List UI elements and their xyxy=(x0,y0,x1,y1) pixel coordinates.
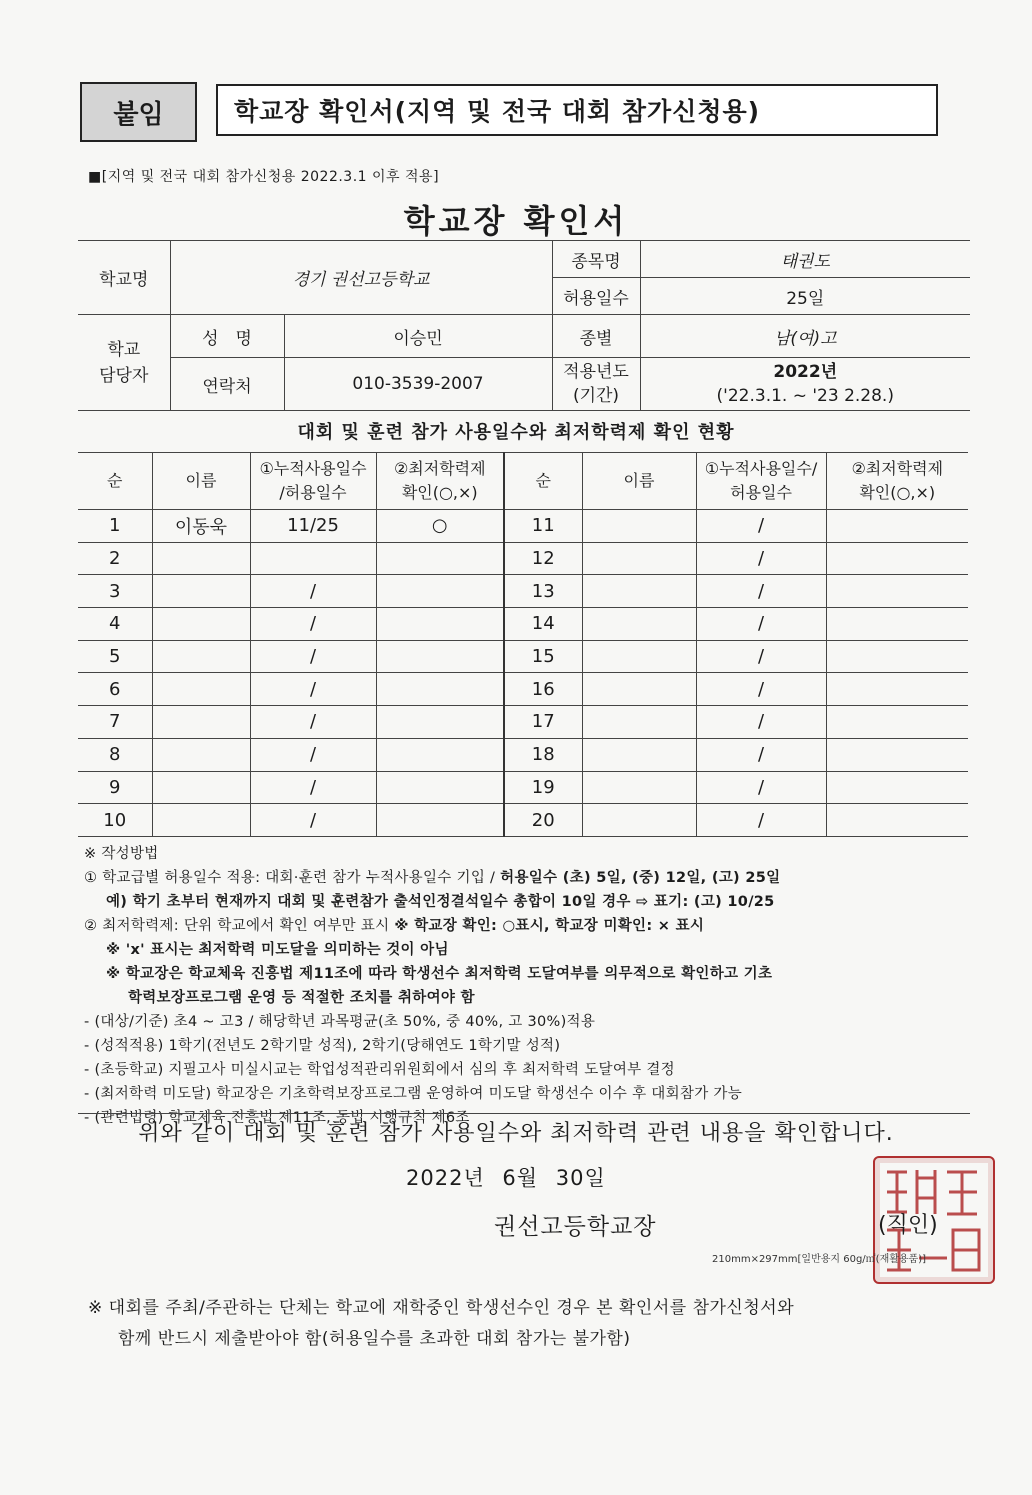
header-days-right xyxy=(696,453,826,510)
table-row xyxy=(78,510,968,543)
row-no-right: 20 xyxy=(504,804,582,837)
row-check-right xyxy=(826,738,968,771)
row-days-right: / xyxy=(696,804,826,837)
row-no: 2 xyxy=(78,542,152,575)
instruction-1 xyxy=(84,866,984,890)
document-title: 학교장 확인서 xyxy=(403,202,629,240)
header-no-right: 순 xyxy=(504,453,582,510)
table-row xyxy=(78,706,968,739)
header-check-line2: 확인(○,×) xyxy=(401,483,478,502)
instruction-2-emphasis: ※ 학교장 확인: ○표시, 학교장 미확인: × 표시 xyxy=(394,918,705,934)
instruction-1-example: 예) 학기 초부터 현재까지 대회 및 훈련참가 출석인정결석일수 총합이 10일 경우 ⇨ 표기: (고) 10/25 xyxy=(106,894,775,910)
row-name-right xyxy=(582,738,696,771)
row-check xyxy=(376,640,504,673)
row-days: / xyxy=(250,804,376,837)
row-check-right xyxy=(826,804,968,837)
row-days: / xyxy=(250,640,376,673)
header-check-right-line2: 확인(○,×) xyxy=(859,483,936,502)
row-check xyxy=(376,575,504,608)
row-no: 8 xyxy=(78,738,152,771)
row-name xyxy=(152,738,250,771)
footer-line-1: ※ 대회를 주최/주관하는 단체는 학교에 재학중인 학생선수인 경우 본 확인서를 참가신청서와 xyxy=(88,1298,795,1318)
info-table xyxy=(78,240,970,411)
header-days-line2: /허용일수 xyxy=(279,483,347,502)
contact-label: 연락처 xyxy=(170,358,284,411)
row-check xyxy=(376,706,504,739)
row-name xyxy=(152,542,250,575)
row-days-right: / xyxy=(696,510,826,543)
header-check xyxy=(376,453,504,510)
row-days-right: / xyxy=(696,640,826,673)
footer-line-2: 함께 반드시 제출받아야 함(허용일수를 초과한 대회 참가는 불가함) xyxy=(118,1329,631,1349)
row-name-right xyxy=(582,542,696,575)
header-days-right-line1: ①누적사용일수/ xyxy=(704,459,818,478)
row-days: / xyxy=(250,575,376,608)
footer-note xyxy=(88,1293,794,1355)
header-days xyxy=(250,453,376,510)
name-value: 이승민 xyxy=(284,315,552,358)
row-check-right xyxy=(826,575,968,608)
table-row xyxy=(78,771,968,804)
table-row xyxy=(78,738,968,771)
row-no: 3 xyxy=(78,575,152,608)
row-days-right: / xyxy=(696,673,826,706)
instructions-heading: ※ 작성방법 xyxy=(84,846,159,862)
detail-3: - (초등학교) 지필고사 미실시교는 학업성적관리위원회에서 심의 후 최저학력 도달여부 결정 xyxy=(84,1062,675,1078)
row-no-right: 19 xyxy=(504,771,582,804)
allowed-days-value: 25일 xyxy=(640,278,970,315)
header-days-right-line2: 허용일수 xyxy=(730,483,792,502)
instruction-2-text: ② 최저학력제: 단위 학교에서 확인 여부만 표시 xyxy=(84,918,395,934)
gender-label: 종별 xyxy=(552,315,640,358)
header-name-right: 이름 xyxy=(582,453,696,510)
section-title: 대회 및 훈련 참가 사용일수와 최저학력제 확인 현황 xyxy=(297,422,735,443)
row-check-right xyxy=(826,771,968,804)
row-no-right: 14 xyxy=(504,608,582,641)
sport-value: 태권도 xyxy=(640,241,970,278)
row-check: ○ xyxy=(376,510,504,543)
header-no: 순 xyxy=(78,453,152,510)
row-days: / xyxy=(250,738,376,771)
row-no-right: 16 xyxy=(504,673,582,706)
allowed-days-label: 허용일수 xyxy=(552,278,640,315)
row-name-right xyxy=(582,575,696,608)
seal-label: (직인) xyxy=(878,1213,938,1238)
row-name-right xyxy=(582,608,696,641)
row-check xyxy=(376,542,504,575)
school-value: 경기 권선고등학교 xyxy=(170,241,552,315)
row-check-right xyxy=(826,608,968,641)
row-days-right: / xyxy=(696,542,826,575)
year-label xyxy=(552,358,640,411)
manager-label-line2: 담당자 xyxy=(99,365,149,386)
row-days-right: / xyxy=(696,771,826,804)
row-check xyxy=(376,804,504,837)
row-check xyxy=(376,673,504,706)
row-check-right xyxy=(826,640,968,673)
detail-1: - (대상/기준) 초4 ~ 고3 / 해당학년 과목평균(초 50%, 중 40%, 고 30%)적용 xyxy=(84,1014,596,1030)
row-name-right xyxy=(582,706,696,739)
row-name xyxy=(152,608,250,641)
table-row xyxy=(78,640,968,673)
detail-5: - (관련법령) 학교체육 진흥법 제11조, 동법 시행규칙 제6조 xyxy=(84,1110,470,1126)
row-days-right: / xyxy=(696,706,826,739)
table-row xyxy=(78,673,968,706)
year-value xyxy=(640,358,970,411)
sign-date: 2022년 6월 30일 xyxy=(406,1166,606,1190)
row-no: 5 xyxy=(78,640,152,673)
row-name xyxy=(152,640,250,673)
header-title: 학교장 확인서(지역 및 전국 대회 참가신청용) xyxy=(216,84,938,136)
manager-label xyxy=(78,315,170,411)
header-name: 이름 xyxy=(152,453,250,510)
table-row xyxy=(78,575,968,608)
row-name-right xyxy=(582,640,696,673)
instruction-1-text: ① 학교급별 허용일수 적용: 대회·훈련 참가 누적사용일수 기입 / xyxy=(84,870,501,886)
row-no-right: 12 xyxy=(504,542,582,575)
row-no: 9 xyxy=(78,771,152,804)
instruction-3: ※ 'x' 표시는 최저학력 미도달을 의미하는 것이 아님 xyxy=(106,942,449,958)
row-name xyxy=(152,673,250,706)
sport-label: 종목명 xyxy=(552,241,640,278)
table-row xyxy=(78,608,968,641)
instructions xyxy=(84,842,984,1130)
manager-label-line1: 학교 xyxy=(107,339,141,360)
row-days: / xyxy=(250,706,376,739)
row-check-right xyxy=(826,673,968,706)
gender-value: 남(여)고 xyxy=(640,315,970,358)
confirmation-statement: 위와 같이 대회 및 훈련 참가 사용일수와 최저학력 관련 내용을 확인합니다. xyxy=(138,1121,894,1146)
row-days-right: / xyxy=(696,608,826,641)
principal-name: 권선고등학교장 xyxy=(494,1214,657,1240)
name-label: 성 명 xyxy=(170,315,284,358)
row-name-right xyxy=(582,673,696,706)
header-check-right xyxy=(826,453,968,510)
row-check-right xyxy=(826,510,968,543)
header-check-line1: ②최저학력제 xyxy=(393,459,486,478)
records-table xyxy=(78,452,968,837)
header-check-right-line1: ②최저학력제 xyxy=(851,459,944,478)
row-check-right xyxy=(826,706,968,739)
row-no: 4 xyxy=(78,608,152,641)
row-days: / xyxy=(250,608,376,641)
instruction-4-cont: 학력보장프로그램 운영 등 적절한 조치를 취하여야 함 xyxy=(128,990,475,1006)
period-value: ('22.3.1. ~ '23 2.28.) xyxy=(716,386,894,406)
row-no-right: 18 xyxy=(504,738,582,771)
year-label-line1: 적용년도 xyxy=(563,362,629,382)
year-label-line2: (기간) xyxy=(572,386,620,406)
row-days xyxy=(250,542,376,575)
instruction-2 xyxy=(84,914,984,938)
detail-2: - (성적적용) 1학기(전년도 2학기말 성적), 2학기(당해연도 1학기말 성적) xyxy=(84,1038,561,1054)
row-name-right xyxy=(582,804,696,837)
records-header-row xyxy=(78,453,968,510)
row-name-right xyxy=(582,771,696,804)
row-no: 6 xyxy=(78,673,152,706)
row-no-right: 17 xyxy=(504,706,582,739)
row-check-right xyxy=(826,542,968,575)
divider xyxy=(78,1113,970,1114)
row-days: / xyxy=(250,673,376,706)
row-name xyxy=(152,575,250,608)
row-days: / xyxy=(250,771,376,804)
instruction-4: ※ 학교장은 학교체육 진흥법 제11조에 따라 학생선수 최저학력 도달여부를 의무적으로 확인하고 기초 xyxy=(106,966,773,982)
row-days-right: / xyxy=(696,738,826,771)
row-check xyxy=(376,771,504,804)
paper-size-note: 210mm×297mm[일반용지 60g/㎡(재활용품)] xyxy=(712,1254,927,1265)
instruction-1-emphasis: 허용일수 (초) 5일, (중) 12일, (고) 25일 xyxy=(500,870,781,886)
year-value-main: 2022년 xyxy=(773,362,838,382)
row-name xyxy=(152,706,250,739)
contact-value: 010-3539-2007 xyxy=(284,358,552,411)
table-row xyxy=(78,542,968,575)
row-no-right: 11 xyxy=(504,510,582,543)
applicability-note: ■[지역 및 전국 대회 참가신청용 2022.3.1 이후 적용] xyxy=(88,169,440,185)
row-check xyxy=(376,608,504,641)
row-days: 11/25 xyxy=(250,510,376,543)
row-name: 이동욱 xyxy=(152,510,250,543)
row-name xyxy=(152,804,250,837)
detail-4: - (최저학력 미도달) 학교장은 기초학력보장프로그램 운영하여 미도달 학생선수 이수 후 대회참가 가능 xyxy=(84,1086,743,1102)
row-no: 10 xyxy=(78,804,152,837)
row-name xyxy=(152,771,250,804)
row-no-right: 13 xyxy=(504,575,582,608)
header-days-line1: ①누적사용일수 xyxy=(259,459,367,478)
school-label: 학교명 xyxy=(78,241,170,315)
row-check xyxy=(376,738,504,771)
row-days-right: / xyxy=(696,575,826,608)
row-no: 7 xyxy=(78,706,152,739)
row-no-right: 15 xyxy=(504,640,582,673)
row-no: 1 xyxy=(78,510,152,543)
row-name-right xyxy=(582,510,696,543)
attachment-tag: 붙임 xyxy=(80,82,197,142)
table-row xyxy=(78,804,968,837)
